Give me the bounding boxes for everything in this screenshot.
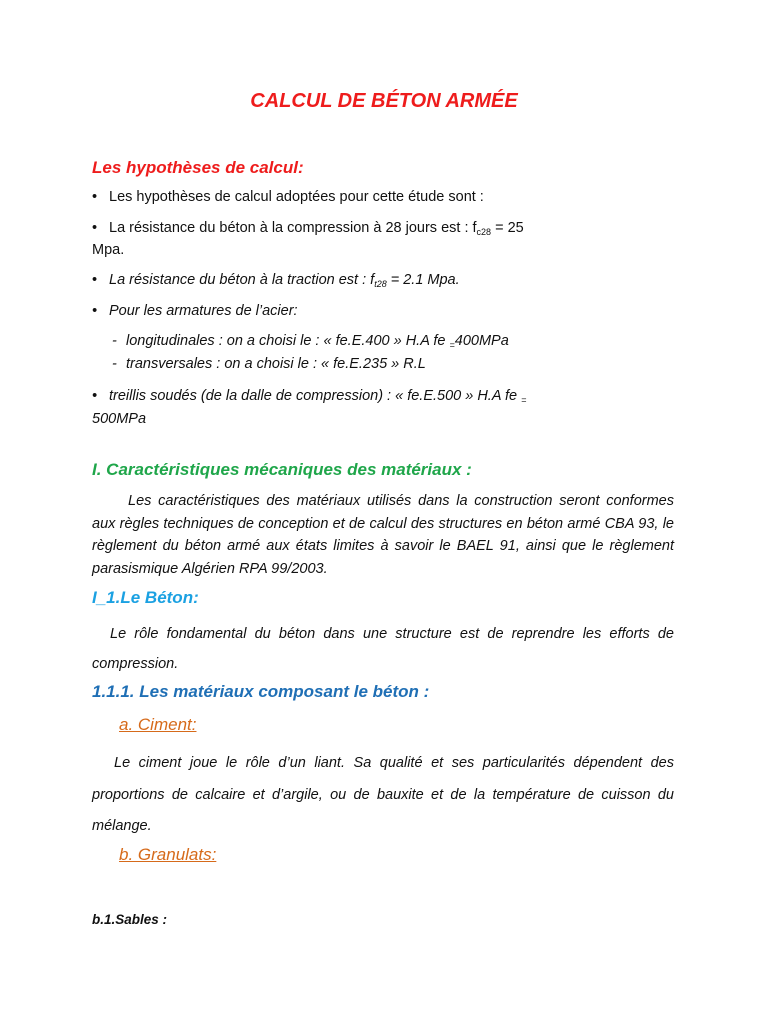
list-item-text: Pour les armatures de l’acier: bbox=[109, 303, 298, 319]
list-item-text: treillis soudés (de la dalle de compression) : « fe.E.500 » H.A fe bbox=[109, 388, 522, 404]
subheading-granulats: b. Granulats: bbox=[119, 845, 217, 864]
paragraph-characteristics: Les caractéristiques des matériaux utilisés dans la construction seront conformes aux règles techniques de conception et de calcul des structures en béton armé CBA 93, le règlement du béton armé aux états limites à savoir le BAEL 91, ainsi que le règlement parasismique Algérien RPA 99/2003. bbox=[92, 493, 674, 577]
list-item-text: = 2.1 Mpa. bbox=[386, 272, 460, 288]
subheading-sables: b.1.Sables : bbox=[92, 912, 168, 927]
paragraph-beton: Le rôle fondamental du béton dans une structure est de reprendre les efforts de compression. bbox=[92, 626, 674, 672]
list-item bbox=[92, 269, 460, 295]
paragraph-ciment: Le ciment joue le rôle d’un liant. Sa qualité et ses particularités dépendent des proportions de calcaire et d’argile, ou de bauxite et de la température de cuisson du mélange. bbox=[92, 755, 674, 834]
list-item-continuation: 500MPa bbox=[92, 411, 147, 427]
sub-list-item bbox=[112, 353, 426, 375]
dash-icon: - bbox=[112, 356, 117, 372]
bullet-icon: • bbox=[92, 388, 98, 404]
list-item-text: longitudinales : on a choisi le : « fe.E.400 » H.A fe bbox=[126, 333, 450, 349]
subheading-ciment: a. Ciment: bbox=[119, 715, 197, 734]
list-item-text: La résistance du béton à la compression à 28 jours est : f bbox=[109, 220, 477, 236]
dash-icon: - bbox=[112, 333, 117, 349]
list-item-text: transversales : on a choisi le : « fe.E.235 » R.L bbox=[126, 356, 426, 372]
list-item bbox=[92, 186, 484, 208]
page-title: CALCUL DE BÉTON ARMÉE bbox=[250, 90, 518, 112]
list-item-text: 400MPa bbox=[454, 333, 509, 349]
hypotheses-heading: Les hypothèses de calcul: bbox=[92, 158, 304, 177]
bullet-icon: • bbox=[92, 272, 98, 288]
list-item-text: Les hypothèses de calcul adoptées pour cette étude sont : bbox=[109, 189, 484, 205]
bullet-icon: • bbox=[92, 189, 98, 205]
list-item-text: = 25 bbox=[491, 220, 524, 236]
subscript: = bbox=[521, 395, 527, 405]
section-heading-materials: 1.1.1. Les matériaux composant le béton : bbox=[92, 682, 430, 701]
subscript: c28 bbox=[476, 227, 492, 237]
bullet-icon: • bbox=[92, 303, 98, 319]
list-item bbox=[92, 217, 524, 243]
subscript: t28 bbox=[374, 279, 387, 289]
list-item-continuation: Mpa. bbox=[92, 242, 125, 258]
list-item bbox=[92, 300, 298, 322]
subscript: = bbox=[449, 340, 455, 350]
section-heading-characteristics: I. Caractéristiques mécaniques des matériaux : bbox=[92, 460, 472, 479]
bullet-icon: • bbox=[92, 220, 98, 236]
section-heading-beton: I_1.Le Béton: bbox=[92, 588, 199, 607]
list-item-text: La résistance du béton à la traction est : f bbox=[109, 272, 375, 288]
list-item bbox=[92, 385, 526, 411]
